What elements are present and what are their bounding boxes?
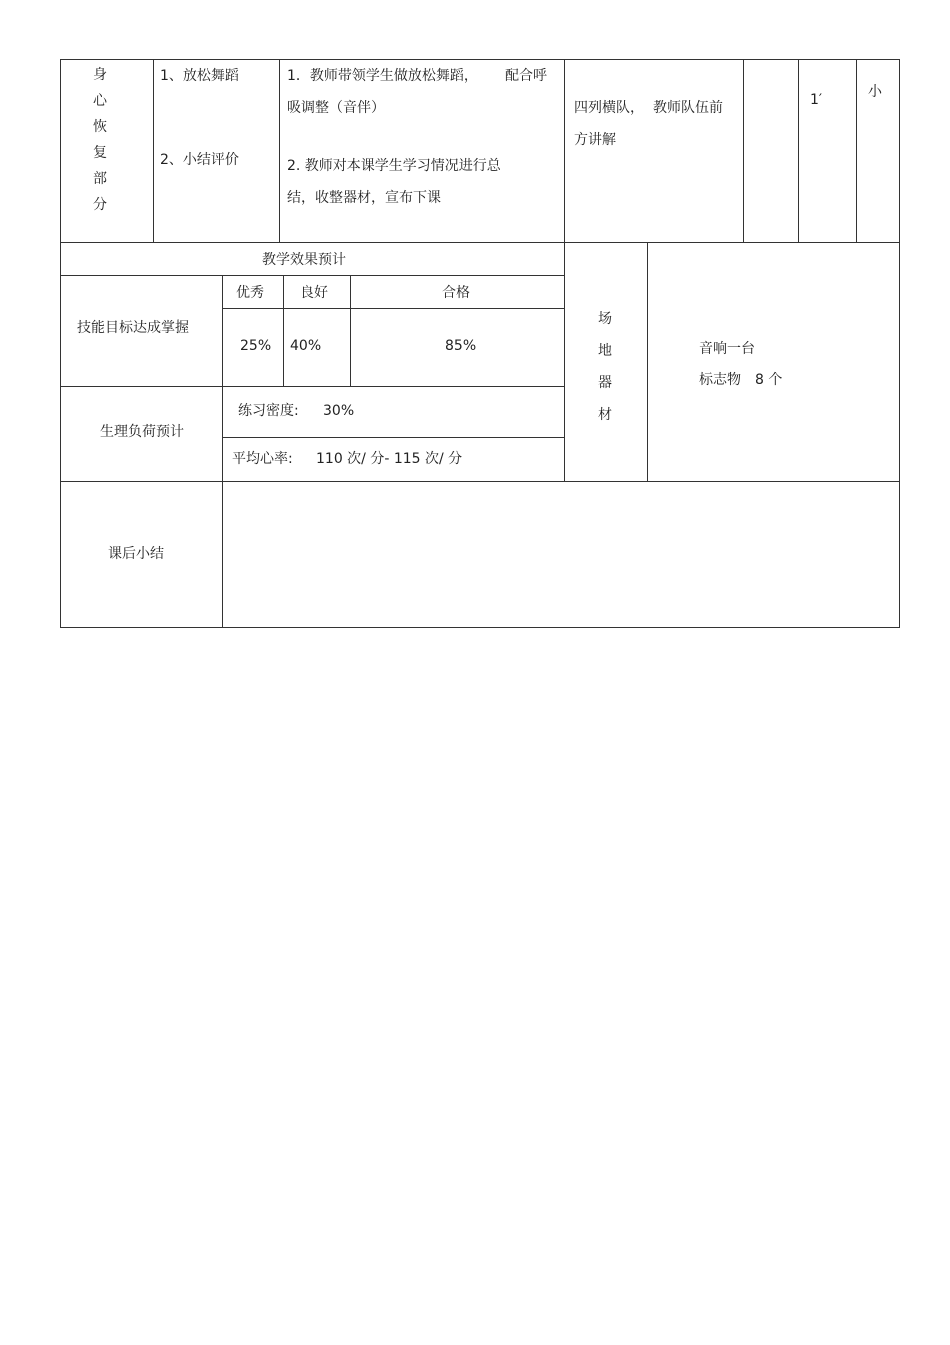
- method-line-1c: 吸调整（音伴）: [287, 100, 385, 116]
- organization-line-b: 教师队伍前: [653, 100, 723, 116]
- method-line-2a: 2. 教师对本课学生学习情况进行总: [287, 158, 501, 174]
- effect-title: 教学效果预计: [262, 252, 346, 268]
- grade-value-pass: 85%: [445, 338, 477, 354]
- venue-char: 地: [598, 343, 612, 359]
- section-char: 恢: [93, 119, 107, 135]
- grade-value-excellent: 25%: [240, 338, 272, 354]
- heart-rate-label: 平均心率:: [232, 451, 293, 467]
- skill-label: 技能目标达成掌握: [77, 320, 189, 336]
- section-char: 身: [93, 67, 107, 83]
- method-line-2b: 结，收整器材，宣布下课: [287, 190, 441, 206]
- heart-rate-value: 110 次/ 分- 115 次/ 分: [316, 451, 463, 467]
- content-item-2: 2、小结评价: [160, 152, 239, 168]
- section-char: 分: [93, 197, 107, 213]
- content-item-1: 1、放松舞蹈: [160, 68, 239, 84]
- equipment-item-1: 音响一台: [699, 341, 755, 357]
- section-char: 部: [93, 171, 107, 187]
- grade-value-good: 40%: [290, 338, 322, 354]
- venue-char: 材: [598, 407, 612, 423]
- summary-content-area[interactable]: [223, 482, 899, 627]
- method-line-1a: 1．教师带领学生做放松舞蹈，: [287, 68, 478, 84]
- section-label-column: [90, 62, 110, 218]
- equipment-item-2-label: 标志物: [699, 372, 741, 388]
- intensity-value: 小: [868, 84, 882, 100]
- load-label: 生理负荷预计: [100, 424, 184, 440]
- density-label: 练习密度:: [238, 403, 299, 419]
- method-line-1b: 配合呼: [505, 68, 547, 84]
- section-char: 心: [93, 93, 107, 109]
- density-value: 30%: [323, 403, 355, 419]
- venue-char: 器: [598, 375, 612, 391]
- grade-header-good: 良好: [300, 285, 328, 301]
- equipment-item-2-value: 8 个: [755, 372, 783, 388]
- summary-label: 课后小结: [108, 546, 164, 562]
- venue-label-column: [595, 303, 615, 431]
- time-value: 1′: [810, 92, 823, 108]
- grade-header-pass: 合格: [442, 285, 470, 301]
- section-char: 复: [93, 145, 107, 161]
- organization-line-a: 四列横队，: [574, 100, 644, 116]
- organization-line-c: 方讲解: [574, 132, 616, 148]
- grade-header-excellent: 优秀: [236, 285, 264, 301]
- venue-char: 场: [598, 311, 612, 327]
